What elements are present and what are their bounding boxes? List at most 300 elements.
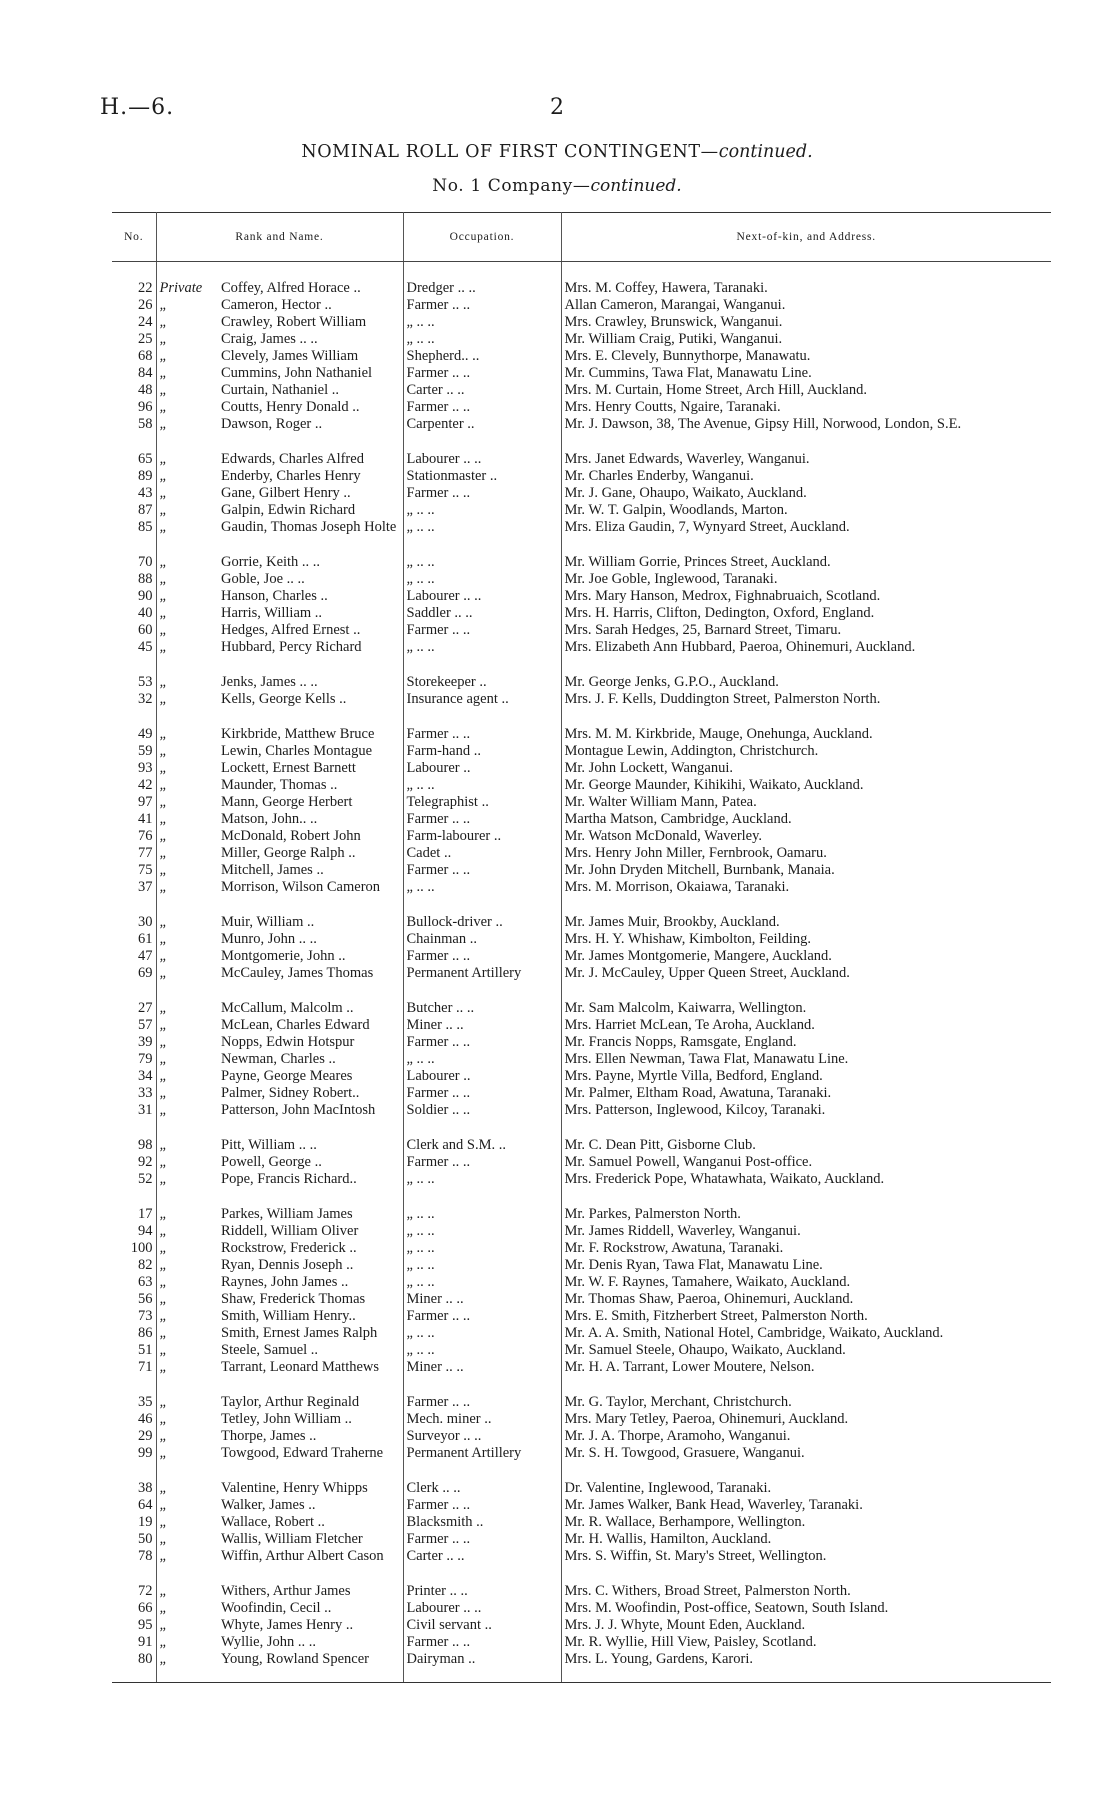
cell-next-of-kin: Mr. R. Wallace, Berhampore, Wellington. xyxy=(564,1514,806,1530)
cell-occupation: Carter .. .. xyxy=(403,382,561,399)
table-row xyxy=(112,1085,1051,1102)
cell-name: Hedges, Alfred Ernest .. xyxy=(218,622,403,639)
cell-occupation: „ .. .. xyxy=(403,777,561,794)
cell-rank: „ xyxy=(159,1394,168,1410)
cell-name: Pope, Francis Richard.. xyxy=(218,1171,403,1188)
cell-number: 84 xyxy=(112,365,156,382)
cell-name: Thorpe, James .. xyxy=(218,1428,403,1445)
table-row xyxy=(112,1548,1051,1565)
table-row xyxy=(112,639,1051,656)
cell-occupation: Cadet .. xyxy=(403,845,561,862)
cell-next-of-kin: Mr. G. Taylor, Merchant, Christchurch. xyxy=(564,1394,792,1410)
cell-occupation: Farmer .. .. xyxy=(403,1634,561,1651)
cell-number: 73 xyxy=(112,1308,156,1325)
cell-rank: „ xyxy=(159,1223,168,1239)
cell-name: Dawson, Roger .. xyxy=(218,416,403,433)
cell-number: 24 xyxy=(112,314,156,331)
cell-number: 52 xyxy=(112,1171,156,1188)
cell-occupation: Miner .. .. xyxy=(403,1291,561,1308)
cell-occupation: Farmer .. .. xyxy=(403,1497,561,1514)
cell-number: 82 xyxy=(112,1257,156,1274)
table-row xyxy=(112,760,1051,777)
cell-name: Mann, George Herbert xyxy=(218,794,403,811)
cell-rank: „ xyxy=(159,588,168,604)
cell-rank: „ xyxy=(159,1548,168,1564)
cell-rank: „ xyxy=(159,1085,168,1101)
cell-next-of-kin: Mr. R. Wyllie, Hill View, Paisley, Scotland. xyxy=(564,1634,817,1650)
cell-next-of-kin: Mr. John Lockett, Wanganui. xyxy=(564,760,734,776)
cell-number: 42 xyxy=(112,777,156,794)
table-row xyxy=(112,1651,1051,1668)
cell-number: 96 xyxy=(112,399,156,416)
cell-name: Miller, George Ralph .. xyxy=(218,845,403,862)
cell-name: Towgood, Edward Traherne xyxy=(218,1445,403,1462)
cell-number: 34 xyxy=(112,1068,156,1085)
cell-number: 86 xyxy=(112,1325,156,1342)
cell-number: 48 xyxy=(112,382,156,399)
cell-next-of-kin: Mr. Palmer, Eltham Road, Awatuna, Taranaki. xyxy=(564,1085,832,1101)
cell-occupation: Printer .. .. xyxy=(403,1583,561,1600)
table-row xyxy=(112,1497,1051,1514)
table-row xyxy=(112,1017,1051,1034)
page-title xyxy=(0,142,1114,162)
cell-occupation: Farmer .. .. xyxy=(403,399,561,416)
cell-rank: „ xyxy=(159,777,168,793)
cell-next-of-kin: Mrs. M. M. Kirkbride, Mauge, Onehunga, Auckland. xyxy=(564,726,873,742)
cell-occupation: „ .. .. xyxy=(403,1051,561,1068)
page-subtitle xyxy=(0,176,1114,196)
table-row xyxy=(112,777,1051,794)
cell-number: 27 xyxy=(112,1000,156,1017)
table-row xyxy=(112,622,1051,639)
cell-rank: „ xyxy=(159,760,168,776)
document-reference: H.—6. xyxy=(100,95,175,120)
cell-next-of-kin: Mr. James Muir, Brookby, Auckland. xyxy=(564,914,780,930)
column-header-occupation: Occupation. xyxy=(403,213,561,262)
cell-number: 65 xyxy=(112,451,156,468)
cell-next-of-kin: Mr. William Craig, Putiki, Wanganui. xyxy=(564,331,783,347)
table-row xyxy=(112,1051,1051,1068)
cell-name: Palmer, Sidney Robert.. xyxy=(218,1085,403,1102)
cell-number: 87 xyxy=(112,502,156,519)
cell-name: Gaudin, Thomas Joseph Holte xyxy=(218,519,403,536)
cell-name: Riddell, William Oliver xyxy=(218,1223,403,1240)
cell-name: Maunder, Thomas .. xyxy=(218,777,403,794)
cell-name: Galpin, Edwin Richard xyxy=(218,502,403,519)
cell-occupation: Saddler .. .. xyxy=(403,605,561,622)
cell-occupation: „ .. .. xyxy=(403,1257,561,1274)
table-row xyxy=(112,965,1051,982)
cell-next-of-kin: Mrs. E. Smith, Fitzherbert Street, Palmerston North. xyxy=(564,1308,868,1324)
cell-next-of-kin: Mr. Parkes, Palmerston North. xyxy=(564,1206,741,1222)
cell-occupation: Farmer .. .. xyxy=(403,485,561,502)
cell-rank: „ xyxy=(159,314,168,330)
cell-rank: „ xyxy=(159,1137,168,1153)
cell-number: 91 xyxy=(112,1634,156,1651)
table-row xyxy=(112,828,1051,845)
cell-number: 68 xyxy=(112,348,156,365)
cell-rank: „ xyxy=(159,639,168,655)
cell-number: 29 xyxy=(112,1428,156,1445)
cell-rank: „ xyxy=(159,1171,168,1187)
table-row xyxy=(112,348,1051,365)
cell-rank: „ xyxy=(159,519,168,535)
cell-name: Hanson, Charles .. xyxy=(218,588,403,605)
cell-name: Munro, John .. .. xyxy=(218,931,403,948)
cell-next-of-kin: Montague Lewin, Addington, Christchurch. xyxy=(564,743,819,759)
table-row xyxy=(112,1257,1051,1274)
table-row xyxy=(112,691,1051,708)
cell-next-of-kin: Mr. W. F. Raynes, Tamahere, Waikato, Auckland. xyxy=(564,1274,851,1290)
cell-rank: „ xyxy=(159,811,168,827)
cell-occupation: Farm-labourer .. xyxy=(403,828,561,845)
cell-occupation: Insurance agent .. xyxy=(403,691,561,708)
cell-rank: „ xyxy=(159,622,168,638)
table-row xyxy=(112,726,1051,743)
cell-number: 38 xyxy=(112,1480,156,1497)
cell-rank: „ xyxy=(159,1600,168,1616)
cell-number: 39 xyxy=(112,1034,156,1051)
cell-occupation: „ .. .. xyxy=(403,554,561,571)
table-row xyxy=(112,1428,1051,1445)
cell-occupation: Farmer .. .. xyxy=(403,948,561,965)
cell-name: Whyte, James Henry .. xyxy=(218,1617,403,1634)
table-row xyxy=(112,1342,1051,1359)
cell-number: 98 xyxy=(112,1137,156,1154)
table-row xyxy=(112,605,1051,622)
cell-rank: „ xyxy=(159,1000,168,1016)
cell-name: Lewin, Charles Montague xyxy=(218,743,403,760)
cell-occupation: Dairyman .. xyxy=(403,1651,561,1668)
cell-name: Curtain, Nathaniel .. xyxy=(218,382,403,399)
cell-occupation: „ .. .. xyxy=(403,519,561,536)
row-spacer xyxy=(112,1188,1051,1206)
table-row xyxy=(112,743,1051,760)
cell-number: 90 xyxy=(112,588,156,605)
cell-occupation: Dredger .. .. xyxy=(403,280,561,297)
cell-next-of-kin: Mrs. J. J. Whyte, Mount Eden, Auckland. xyxy=(564,1617,806,1633)
cell-number: 92 xyxy=(112,1154,156,1171)
cell-name: Goble, Joe .. .. xyxy=(218,571,403,588)
cell-rank: „ xyxy=(159,862,168,878)
cell-next-of-kin: Mr. J. Dawson, 38, The Avenue, Gipsy Hill, Norwood, London, S.E. xyxy=(564,416,962,432)
cell-number: 69 xyxy=(112,965,156,982)
cell-number: 76 xyxy=(112,828,156,845)
cell-occupation: Farmer .. .. xyxy=(403,622,561,639)
cell-number: 35 xyxy=(112,1394,156,1411)
cell-name: Hubbard, Percy Richard xyxy=(218,639,403,656)
cell-rank: „ xyxy=(159,1359,168,1375)
nominal-roll-table xyxy=(112,212,1051,1683)
table-row xyxy=(112,879,1051,896)
table-row xyxy=(112,1000,1051,1017)
cell-number: 30 xyxy=(112,914,156,931)
table-row xyxy=(112,485,1051,502)
cell-occupation: Storekeeper .. xyxy=(403,674,561,691)
cell-next-of-kin: Allan Cameron, Marangai, Wanganui. xyxy=(564,297,786,313)
cell-name: Wallis, William Fletcher xyxy=(218,1531,403,1548)
table-row xyxy=(112,1480,1051,1497)
row-spacer xyxy=(112,536,1051,554)
table-header-row xyxy=(112,213,1051,262)
cell-name: Taylor, Arthur Reginald xyxy=(218,1394,403,1411)
cell-number: 58 xyxy=(112,416,156,433)
cell-rank: „ xyxy=(159,828,168,844)
cell-rank: „ xyxy=(159,1514,168,1530)
cell-occupation: Miner .. .. xyxy=(403,1017,561,1034)
cell-rank: „ xyxy=(159,1617,168,1633)
title-continued: continued. xyxy=(718,142,813,162)
cell-number: 79 xyxy=(112,1051,156,1068)
table-row xyxy=(112,1102,1051,1119)
cell-occupation: Farmer .. .. xyxy=(403,365,561,382)
cell-number: 57 xyxy=(112,1017,156,1034)
cell-rank: „ xyxy=(159,382,168,398)
cell-rank: Private xyxy=(159,280,203,296)
cell-rank: „ xyxy=(159,948,168,964)
cell-number: 50 xyxy=(112,1531,156,1548)
table-row xyxy=(112,451,1051,468)
cell-rank: „ xyxy=(159,1274,168,1290)
cell-occupation: „ .. .. xyxy=(403,314,561,331)
cell-rank: „ xyxy=(159,726,168,742)
cell-next-of-kin: Mrs. Patterson, Inglewood, Kilcoy, Taranaki. xyxy=(564,1102,826,1118)
cell-name: Clevely, James William xyxy=(218,348,403,365)
cell-number: 59 xyxy=(112,743,156,760)
table-row xyxy=(112,519,1051,536)
cell-rank: „ xyxy=(159,1583,168,1599)
cell-occupation: „ .. .. xyxy=(403,1171,561,1188)
row-spacer xyxy=(112,1376,1051,1394)
table-row xyxy=(112,674,1051,691)
cell-number: 40 xyxy=(112,605,156,622)
cell-rank: „ xyxy=(159,1634,168,1650)
table-row xyxy=(112,280,1051,297)
cell-occupation: Bullock-driver .. xyxy=(403,914,561,931)
cell-next-of-kin: Mr. Samuel Powell, Wanganui Post-office. xyxy=(564,1154,813,1170)
row-spacer xyxy=(112,656,1051,674)
cell-occupation: Carter .. .. xyxy=(403,1548,561,1565)
cell-occupation: Labourer .. xyxy=(403,1068,561,1085)
cell-name: Wallace, Robert .. xyxy=(218,1514,403,1531)
cell-next-of-kin: Mrs. Eliza Gaudin, 7, Wynyard Street, Auckland. xyxy=(564,519,850,535)
cell-next-of-kin: Mr. James Riddell, Waverley, Wanganui. xyxy=(564,1223,801,1239)
cell-number: 37 xyxy=(112,879,156,896)
cell-occupation: „ .. .. xyxy=(403,639,561,656)
cell-rank: „ xyxy=(159,965,168,981)
table-row xyxy=(112,399,1051,416)
column-header-no: No. xyxy=(112,213,156,262)
cell-rank: „ xyxy=(159,931,168,947)
cell-next-of-kin: Mrs. S. Wiffin, St. Mary's Street, Wellington. xyxy=(564,1548,827,1564)
cell-name: Rockstrow, Frederick .. xyxy=(218,1240,403,1257)
cell-number: 95 xyxy=(112,1617,156,1634)
cell-name: Kells, George Kells .. xyxy=(218,691,403,708)
cell-next-of-kin: Mr. Watson McDonald, Waverley. xyxy=(564,828,763,844)
table-row xyxy=(112,1291,1051,1308)
cell-rank: „ xyxy=(159,1445,168,1461)
cell-occupation: Butcher .. .. xyxy=(403,1000,561,1017)
cell-number: 60 xyxy=(112,622,156,639)
cell-rank: „ xyxy=(159,485,168,501)
cell-name: Tetley, John William .. xyxy=(218,1411,403,1428)
table-row xyxy=(112,382,1051,399)
cell-name: McCauley, James Thomas xyxy=(218,965,403,982)
cell-number: 80 xyxy=(112,1651,156,1668)
cell-name: Coffey, Alfred Horace .. xyxy=(218,280,403,297)
cell-occupation: Farmer .. .. xyxy=(403,297,561,314)
cell-name: Patterson, John MacIntosh xyxy=(218,1102,403,1119)
cell-number: 77 xyxy=(112,845,156,862)
cell-next-of-kin: Mrs. H. Harris, Clifton, Dedington, Oxford, England. xyxy=(564,605,875,621)
table-row xyxy=(112,1634,1051,1651)
cell-name: Tarrant, Leonard Matthews xyxy=(218,1359,403,1376)
cell-next-of-kin: Mrs. M. Curtain, Home Street, Arch Hill, Auckland. xyxy=(564,382,867,398)
cell-name: Wyllie, John .. .. xyxy=(218,1634,403,1651)
cell-next-of-kin: Mr. George Jenks, G.P.O., Auckland. xyxy=(564,674,779,690)
table-row xyxy=(112,1240,1051,1257)
row-spacer xyxy=(112,896,1051,914)
cell-rank: „ xyxy=(159,1531,168,1547)
cell-name: Kirkbride, Matthew Bruce xyxy=(218,726,403,743)
table-row xyxy=(112,502,1051,519)
row-spacer xyxy=(112,708,1051,726)
cell-occupation: Farmer .. .. xyxy=(403,1308,561,1325)
row-spacer xyxy=(112,1565,1051,1583)
cell-occupation: Permanent Artillery xyxy=(403,1445,561,1462)
cell-occupation: Farmer .. .. xyxy=(403,862,561,879)
cell-rank: „ xyxy=(159,1257,168,1273)
cell-rank: „ xyxy=(159,1068,168,1084)
cell-name: Montgomerie, John .. xyxy=(218,948,403,965)
cell-occupation: Farm-hand .. xyxy=(403,743,561,760)
cell-number: 71 xyxy=(112,1359,156,1376)
cell-next-of-kin: Mr. Walter William Mann, Patea. xyxy=(564,794,757,810)
cell-next-of-kin: Mr. Cummins, Tawa Flat, Manawatu Line. xyxy=(564,365,812,381)
table-row xyxy=(112,468,1051,485)
table-row xyxy=(112,1325,1051,1342)
cell-number: 75 xyxy=(112,862,156,879)
cell-next-of-kin: Mr. Sam Malcolm, Kaiwarra, Wellington. xyxy=(564,1000,807,1016)
cell-rank: „ xyxy=(159,416,168,432)
cell-next-of-kin: Mrs. Elizabeth Ann Hubbard, Paeroa, Ohinemuri, Auckland. xyxy=(564,639,916,655)
cell-next-of-kin: Mrs. Henry John Miller, Fernbrook, Oamaru. xyxy=(564,845,827,861)
row-spacer xyxy=(112,982,1051,1000)
cell-occupation: Miner .. .. xyxy=(403,1359,561,1376)
table-row xyxy=(112,1359,1051,1376)
cell-occupation: „ .. .. xyxy=(403,571,561,588)
cell-name: Coutts, Henry Donald .. xyxy=(218,399,403,416)
cell-next-of-kin: Mrs. Mary Hanson, Medrox, Fighnabruaich, Scotland. xyxy=(564,588,881,604)
cell-name: Jenks, James .. .. xyxy=(218,674,403,691)
cell-next-of-kin: Mrs. Ellen Newman, Tawa Flat, Manawatu Line. xyxy=(564,1051,849,1067)
cell-occupation: Stationmaster .. xyxy=(403,468,561,485)
cell-name: Valentine, Henry Whipps xyxy=(218,1480,403,1497)
cell-name: Enderby, Charles Henry xyxy=(218,468,403,485)
cell-name: Craig, James .. .. xyxy=(218,331,403,348)
cell-rank: „ xyxy=(159,399,168,415)
cell-next-of-kin: Mr. John Dryden Mitchell, Burnbank, Manaia. xyxy=(564,862,835,878)
cell-number: 78 xyxy=(112,1548,156,1565)
cell-occupation: Farmer .. .. xyxy=(403,1154,561,1171)
cell-rank: „ xyxy=(159,468,168,484)
cell-number: 66 xyxy=(112,1600,156,1617)
cell-number: 22 xyxy=(112,280,156,297)
cell-rank: „ xyxy=(159,845,168,861)
cell-name: Ryan, Dennis Joseph .. xyxy=(218,1257,403,1274)
cell-name: Edwards, Charles Alfred xyxy=(218,451,403,468)
cell-name: Lockett, Ernest Barnett xyxy=(218,760,403,777)
cell-name: Gane, Gilbert Henry .. xyxy=(218,485,403,502)
cell-number: 89 xyxy=(112,468,156,485)
cell-next-of-kin: Mr. Thomas Shaw, Paeroa, Ohinemuri, Auckland. xyxy=(564,1291,854,1307)
cell-rank: „ xyxy=(159,1102,168,1118)
cell-next-of-kin: Mr. J. Gane, Ohaupo, Waikato, Auckland. xyxy=(564,485,807,501)
cell-next-of-kin: Mr. James Walker, Bank Head, Waverley, Taranaki. xyxy=(564,1497,863,1513)
cell-next-of-kin: Mrs. M. Morrison, Okaiawa, Taranaki. xyxy=(564,879,790,895)
cell-next-of-kin: Mrs. Frederick Pope, Whatawhata, Waikato, Auckland. xyxy=(564,1171,885,1187)
cell-number: 51 xyxy=(112,1342,156,1359)
cell-next-of-kin: Martha Matson, Cambridge, Auckland. xyxy=(564,811,792,827)
table-row xyxy=(112,1617,1051,1634)
cell-rank: „ xyxy=(159,1342,168,1358)
cell-occupation: Mech. miner .. xyxy=(403,1411,561,1428)
cell-name: Shaw, Frederick Thomas xyxy=(218,1291,403,1308)
table-row xyxy=(112,1206,1051,1223)
cell-rank: „ xyxy=(159,1034,168,1050)
table-row xyxy=(112,416,1051,433)
cell-name: Cummins, John Nathaniel xyxy=(218,365,403,382)
cell-occupation: Farmer .. .. xyxy=(403,1085,561,1102)
cell-occupation: „ .. .. xyxy=(403,1325,561,1342)
cell-next-of-kin: Mr. Denis Ryan, Tawa Flat, Manawatu Line. xyxy=(564,1257,823,1273)
cell-rank: „ xyxy=(159,1411,168,1427)
cell-name: Morrison, Wilson Cameron xyxy=(218,879,403,896)
cell-next-of-kin: Mr. W. T. Galpin, Woodlands, Marton. xyxy=(564,502,788,518)
cell-number: 19 xyxy=(112,1514,156,1531)
cell-name: Cameron, Hector .. xyxy=(218,297,403,314)
cell-name: Woofindin, Cecil .. xyxy=(218,1600,403,1617)
cell-name: Raynes, John James .. xyxy=(218,1274,403,1291)
cell-next-of-kin: Mr. James Montgomerie, Mangere, Auckland. xyxy=(564,948,832,964)
cell-rank: „ xyxy=(159,1206,168,1222)
cell-name: McLean, Charles Edward xyxy=(218,1017,403,1034)
cell-occupation: Clerk and S.M. .. xyxy=(403,1137,561,1154)
table-row xyxy=(112,845,1051,862)
cell-rank: „ xyxy=(159,571,168,587)
cell-rank: „ xyxy=(159,1480,168,1496)
cell-occupation: Chainman .. xyxy=(403,931,561,948)
cell-number: 32 xyxy=(112,691,156,708)
cell-rank: „ xyxy=(159,691,168,707)
table-row xyxy=(112,1445,1051,1462)
table-top-spacer xyxy=(112,262,1051,281)
table-row xyxy=(112,1514,1051,1531)
cell-next-of-kin: Mrs. Mary Tetley, Paeroa, Ohinemuri, Auckland. xyxy=(564,1411,849,1427)
column-header-next-of-kin: Next-of-kin, and Address. xyxy=(561,213,1051,262)
cell-next-of-kin: Mr. C. Dean Pitt, Gisborne Club. xyxy=(564,1137,756,1153)
cell-name: McCallum, Malcolm .. xyxy=(218,1000,403,1017)
cell-occupation: „ .. .. xyxy=(403,1223,561,1240)
cell-rank: „ xyxy=(159,1651,168,1667)
cell-number: 17 xyxy=(112,1206,156,1223)
cell-rank: „ xyxy=(159,1154,168,1170)
table-row xyxy=(112,1274,1051,1291)
cell-occupation: Labourer .. .. xyxy=(403,451,561,468)
table-row xyxy=(112,794,1051,811)
cell-next-of-kin: Mr. J. A. Thorpe, Aramoho, Wanganui. xyxy=(564,1428,791,1444)
cell-occupation: Shepherd.. .. xyxy=(403,348,561,365)
